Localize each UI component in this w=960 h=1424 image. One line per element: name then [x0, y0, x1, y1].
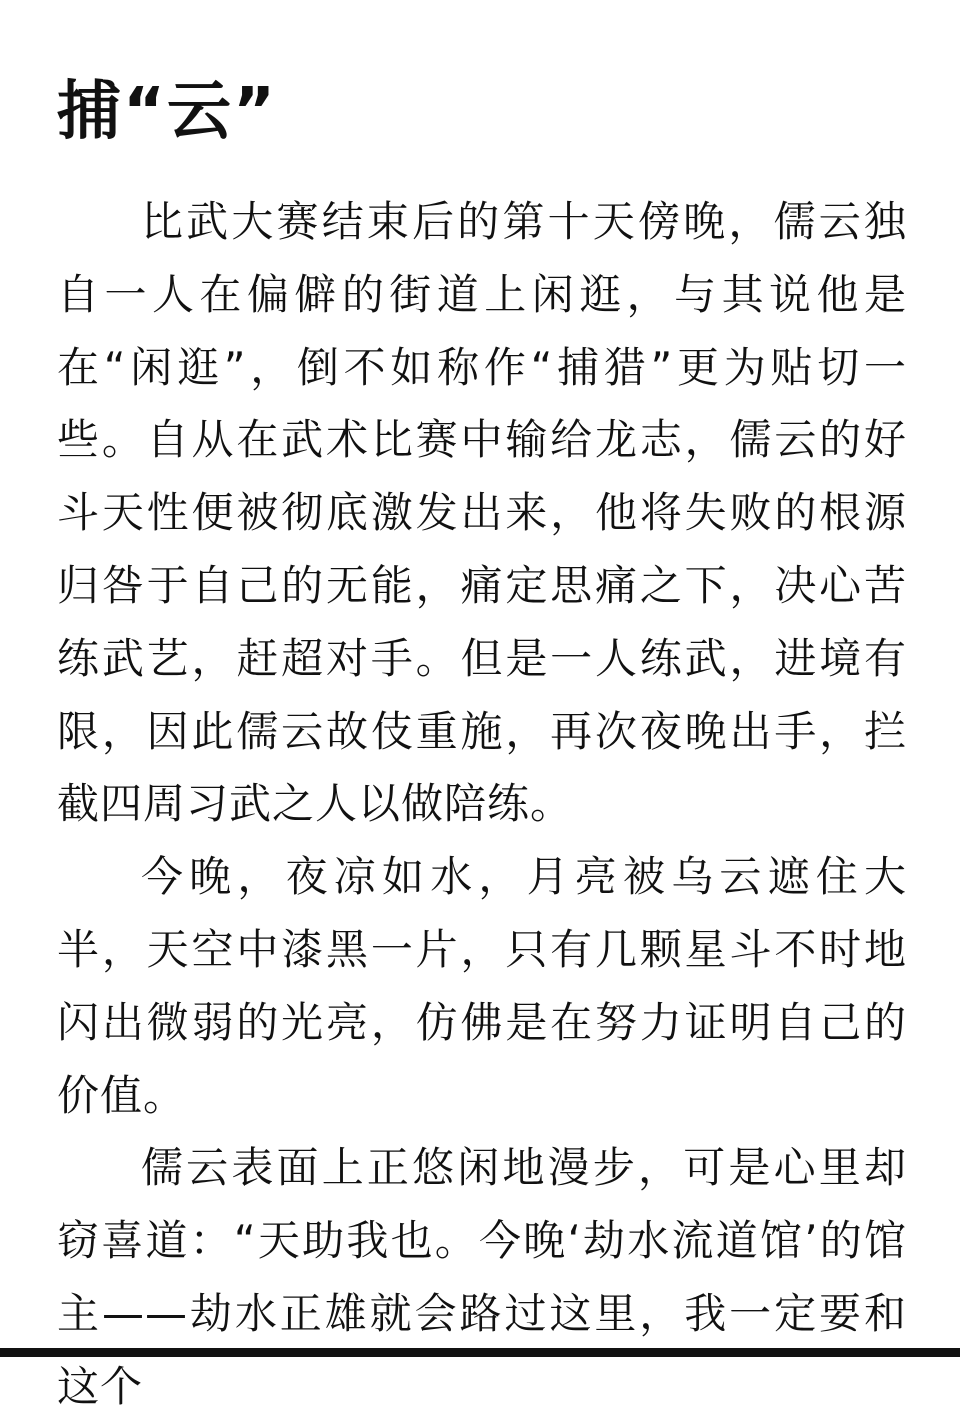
chapter-title: 捕“云”: [57, 75, 278, 149]
bottom-edge-bar: [0, 1348, 960, 1357]
paragraph-3: 儒云表面上正悠闲地漫步，可是心里却窃喜道：“天助我也。今晚‘劫水流道馆’的馆主——劫水正雄就会路过这里，我一定要和这个: [57, 1143, 907, 1411]
paragraph-2: 今晚，夜凉如水，月亮被乌云遮住大半，天空中漆黑一片，只有几颗星斗不时地闪出微弱的光亮，仿佛是在努力证明自己的价值。: [57, 852, 907, 1120]
paragraph-1: 比武大赛结束后的第十天傍晚，儒云独自一人在偏僻的街道上闲逛，与其说他是在“闲逛”，倒不如称作“捕猎”更为贴切一些。自从在武术比赛中输给龙志，儒云的好斗天性便被彻底激发出来，他将失败的根源归咎于自己的无能，痛定思痛之下，决心苦练武艺，赶超对手。但是一人练武，进境有限，因此儒云故伎重施，再次夜晚出手，拦截四周习武之人以做陪练。: [57, 197, 907, 829]
story-body: [57, 186, 907, 1424]
